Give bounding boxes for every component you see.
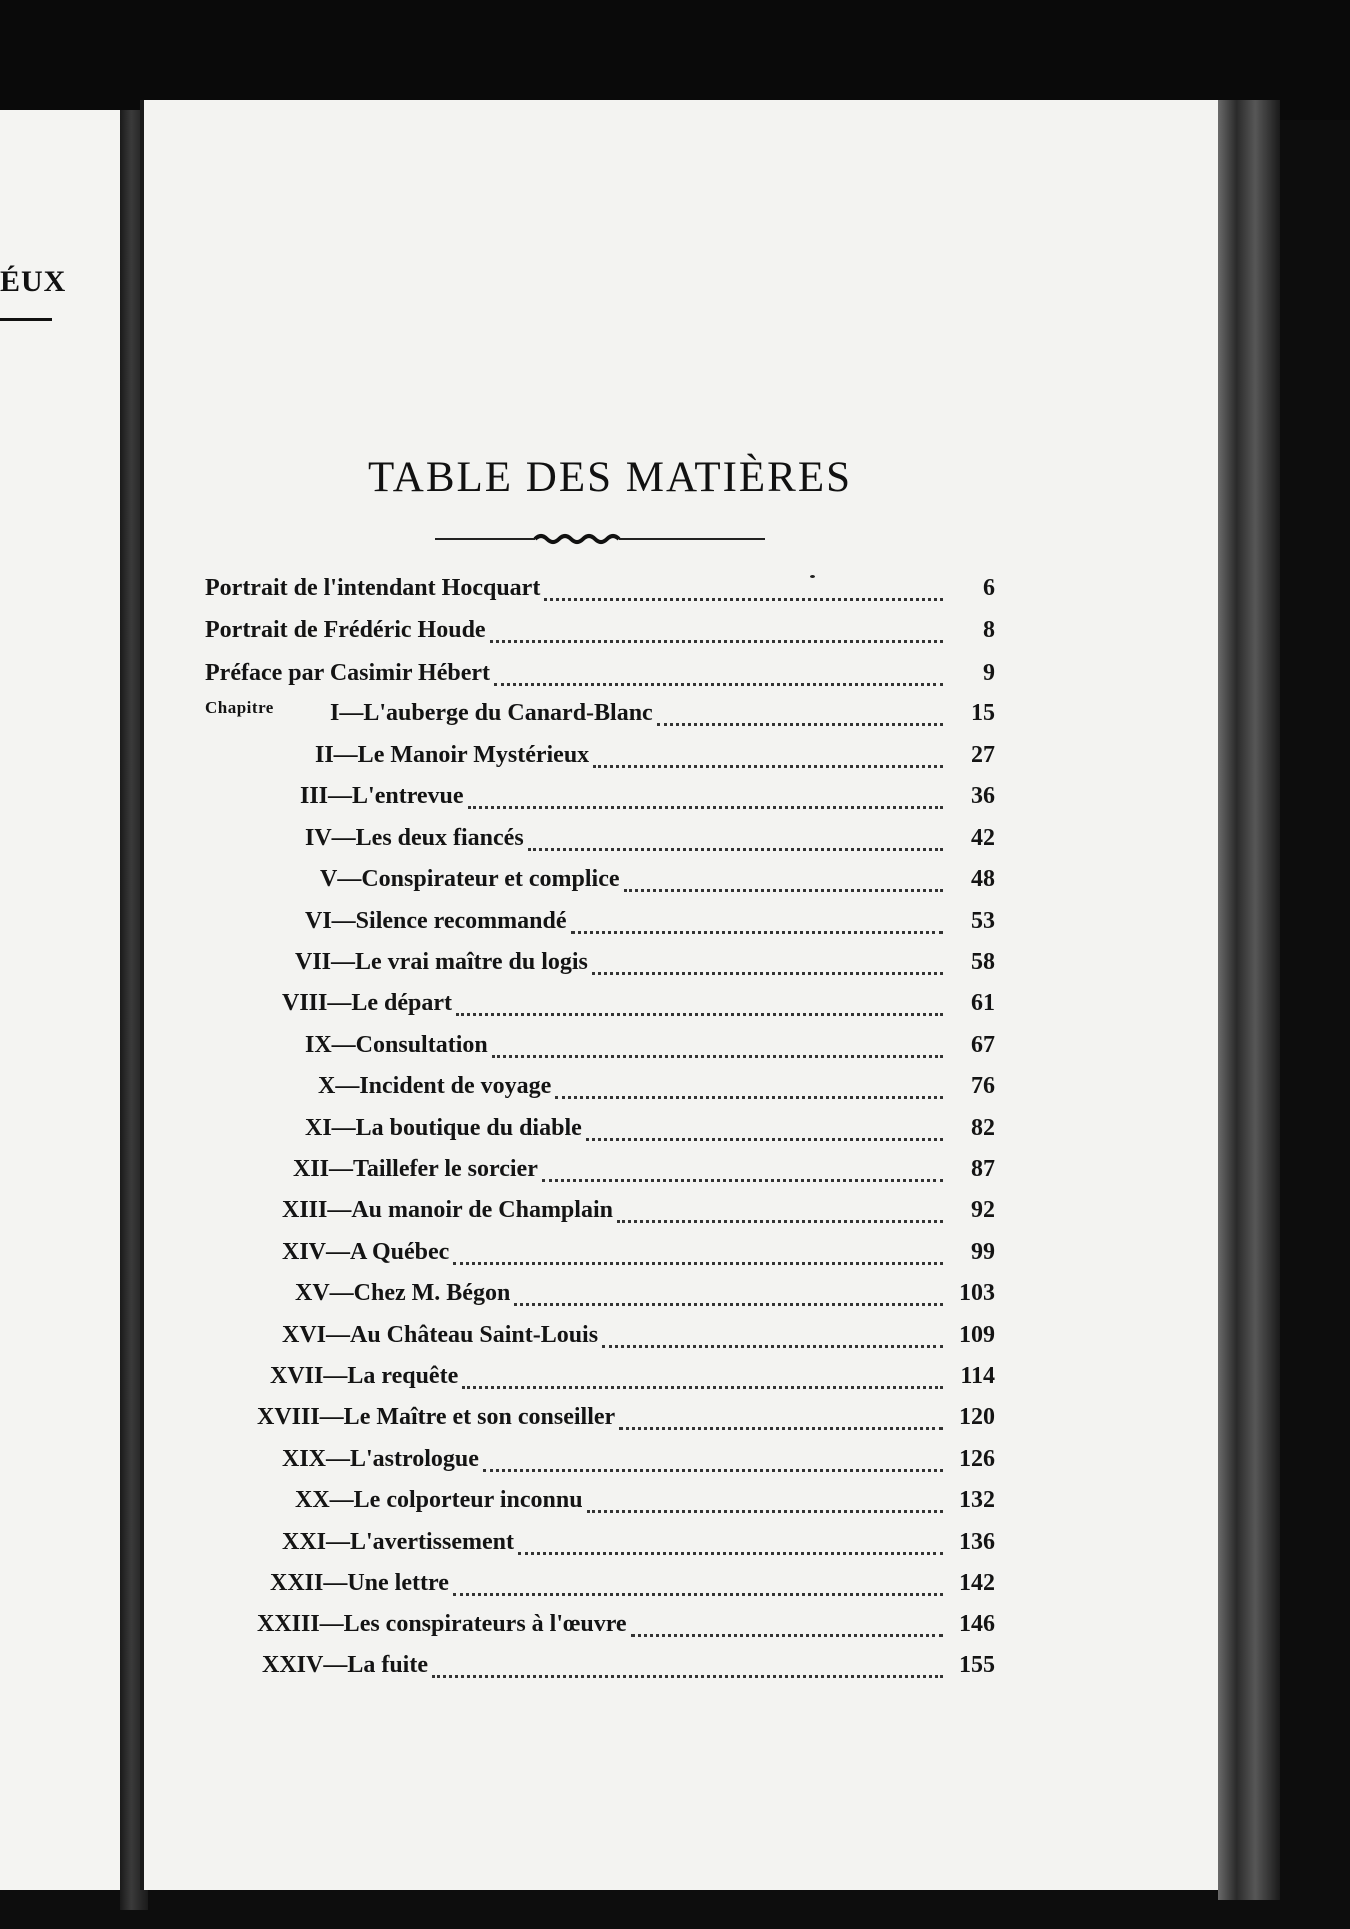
toc-entry-page-number: 132 — [959, 1487, 995, 1513]
toc-entry-page-number: 6 — [983, 575, 995, 601]
toc-entry — [205, 575, 995, 605]
dot-leader — [490, 622, 943, 643]
toc-entry-page-number: 114 — [960, 1363, 995, 1389]
toc-entry-page-number: 136 — [959, 1529, 995, 1555]
toc-entry-title: XVI—Au Château Saint-Louis — [282, 1322, 599, 1348]
toc-entry-page-number: 146 — [959, 1611, 995, 1637]
toc-entry — [205, 660, 995, 690]
toc-entry — [305, 1115, 995, 1145]
dot-leader — [456, 995, 943, 1016]
toc-entry-title: XIV—A Québec — [282, 1239, 450, 1265]
toc-entry-title: XIX—L'astrologue — [282, 1446, 479, 1472]
toc-entry-title: Préface par Casimir Hébert — [205, 660, 491, 686]
toc-entry-title: IX—Consultation — [305, 1032, 488, 1058]
toc-entry — [282, 1529, 995, 1559]
toc-entry — [318, 1073, 995, 1103]
dot-leader — [619, 1409, 943, 1430]
toc-entry-title: II—Le Manoir Mystérieux — [315, 742, 590, 768]
toc-entry — [305, 1032, 995, 1062]
toc-entry-title: Portrait de Frédéric Houde — [205, 617, 486, 643]
toc-entry-title: IV—Les deux fiancés — [305, 825, 524, 851]
dot-leader — [624, 871, 943, 892]
toc-entry — [282, 1446, 995, 1476]
dot-leader — [453, 1244, 943, 1265]
toc-entry — [300, 783, 995, 813]
toc-entry — [282, 1239, 995, 1269]
toc-entry-page-number: 82 — [971, 1115, 995, 1141]
toc-entry — [282, 1197, 995, 1227]
toc-entry-page-number: 87 — [971, 1156, 995, 1182]
dot-leader — [492, 1037, 943, 1058]
toc-entry-page-number: 99 — [971, 1239, 995, 1265]
dot-leader — [528, 830, 943, 851]
dot-leader — [657, 705, 943, 726]
toc-entry — [330, 700, 995, 730]
toc-entry-page-number: 109 — [959, 1322, 995, 1348]
toc-entry — [257, 1404, 995, 1434]
dot-leader — [468, 788, 943, 809]
toc-entry — [295, 1280, 995, 1310]
toc-entry-page-number: 92 — [971, 1197, 995, 1223]
dot-leader — [593, 747, 943, 768]
dot-leader — [518, 1534, 943, 1555]
chapitre-word: Chapitre — [205, 698, 274, 717]
toc-entry — [257, 1611, 995, 1641]
dot-leader — [542, 1161, 943, 1182]
dot-leader — [483, 1451, 943, 1472]
dot-leader — [494, 665, 943, 686]
toc-entry — [320, 866, 995, 896]
toc-entry — [262, 1652, 995, 1682]
toc-entry-page-number: 76 — [971, 1073, 995, 1099]
chapitre-label — [205, 698, 296, 728]
dot-leader — [587, 1492, 943, 1513]
toc-entry-page-number: 9 — [983, 660, 995, 686]
dot-leader — [592, 954, 943, 975]
toc-entry — [315, 742, 995, 772]
toc-entry-title: V—Conspirateur et complice — [320, 866, 620, 892]
toc-entry-title: VII—Le vrai maître du logis — [295, 949, 588, 975]
toc-entry-title: XIII—Au manoir de Champlain — [282, 1197, 613, 1223]
toc-entry-page-number: 36 — [971, 783, 995, 809]
toc-entry — [305, 908, 995, 938]
toc-entry-title: XII—Taillefer le sorcier — [293, 1156, 538, 1182]
toc-entry-title: VI—Silence recommandé — [305, 908, 567, 934]
toc-entry-page-number: 15 — [971, 700, 995, 726]
toc-entry-page-number: 142 — [959, 1570, 995, 1596]
toc-entry-page-number: 120 — [959, 1404, 995, 1430]
previous-page-header: ÉUX — [0, 265, 67, 298]
page-title: TABLE DES MATIÈRES — [367, 454, 853, 501]
scan-speck — [810, 575, 815, 578]
toc-entry — [295, 1487, 995, 1517]
toc-entry-title: XXI—L'avertissement — [282, 1529, 514, 1555]
toc-entry — [205, 617, 995, 647]
toc-entry — [270, 1570, 995, 1600]
toc-entry-title: III—L'entrevue — [300, 783, 464, 809]
toc-entry-page-number: 53 — [971, 908, 995, 934]
dot-leader — [462, 1368, 943, 1389]
dot-leader — [571, 913, 943, 934]
dot-leader — [544, 580, 943, 601]
toc-entry-page-number: 67 — [971, 1032, 995, 1058]
toc-entry-title: XVII—La requête — [270, 1363, 459, 1389]
toc-entry-title: XXIV—La fuite — [262, 1652, 428, 1678]
toc-entry — [293, 1156, 995, 1186]
toc-entry-page-number: 48 — [971, 866, 995, 892]
toc-entry-page-number: 61 — [971, 990, 995, 1016]
toc-entry-title: XVIII—Le Maître et son conseiller — [257, 1404, 616, 1430]
toc-entry-page-number: 42 — [971, 825, 995, 851]
toc-entry-page-number: 103 — [959, 1280, 995, 1306]
dot-leader — [586, 1120, 943, 1141]
toc-entry-title: X—Incident de voyage — [318, 1073, 552, 1099]
toc-entry-title: XV—Chez M. Bégon — [295, 1280, 511, 1306]
toc-entry — [270, 1363, 995, 1393]
toc-entry — [295, 949, 995, 979]
toc-entry — [282, 990, 995, 1020]
toc-entry-title: XXII—Une lettre — [270, 1570, 449, 1596]
toc-entry-page-number: 27 — [971, 742, 995, 768]
toc-entry — [305, 825, 995, 855]
toc-entry-title: I—L'auberge du Canard-Blanc — [330, 700, 653, 726]
dot-leader — [555, 1078, 943, 1099]
toc-entry-page-number: 126 — [959, 1446, 995, 1472]
dot-leader — [453, 1575, 943, 1596]
toc-entry-page-number: 58 — [971, 949, 995, 975]
toc-entry-page-number: 155 — [959, 1652, 995, 1678]
dot-leader — [617, 1202, 943, 1223]
toc-entry-title: XI—La boutique du diable — [305, 1115, 582, 1141]
dot-leader — [432, 1657, 943, 1678]
dot-leader — [602, 1327, 943, 1348]
dot-leader — [631, 1616, 943, 1637]
toc-entry-title: XX—Le colporteur inconnu — [295, 1487, 583, 1513]
toc-entry-title: XXIII—Les conspirateurs à l'œuvre — [257, 1611, 627, 1637]
toc-entry-page-number: 8 — [983, 617, 995, 643]
dot-leader — [514, 1285, 943, 1306]
toc-entry — [282, 1322, 995, 1352]
toc-entry-title: VIII—Le départ — [282, 990, 453, 1016]
toc-entry-title: Portrait de l'intendant Hocquart — [205, 575, 541, 601]
